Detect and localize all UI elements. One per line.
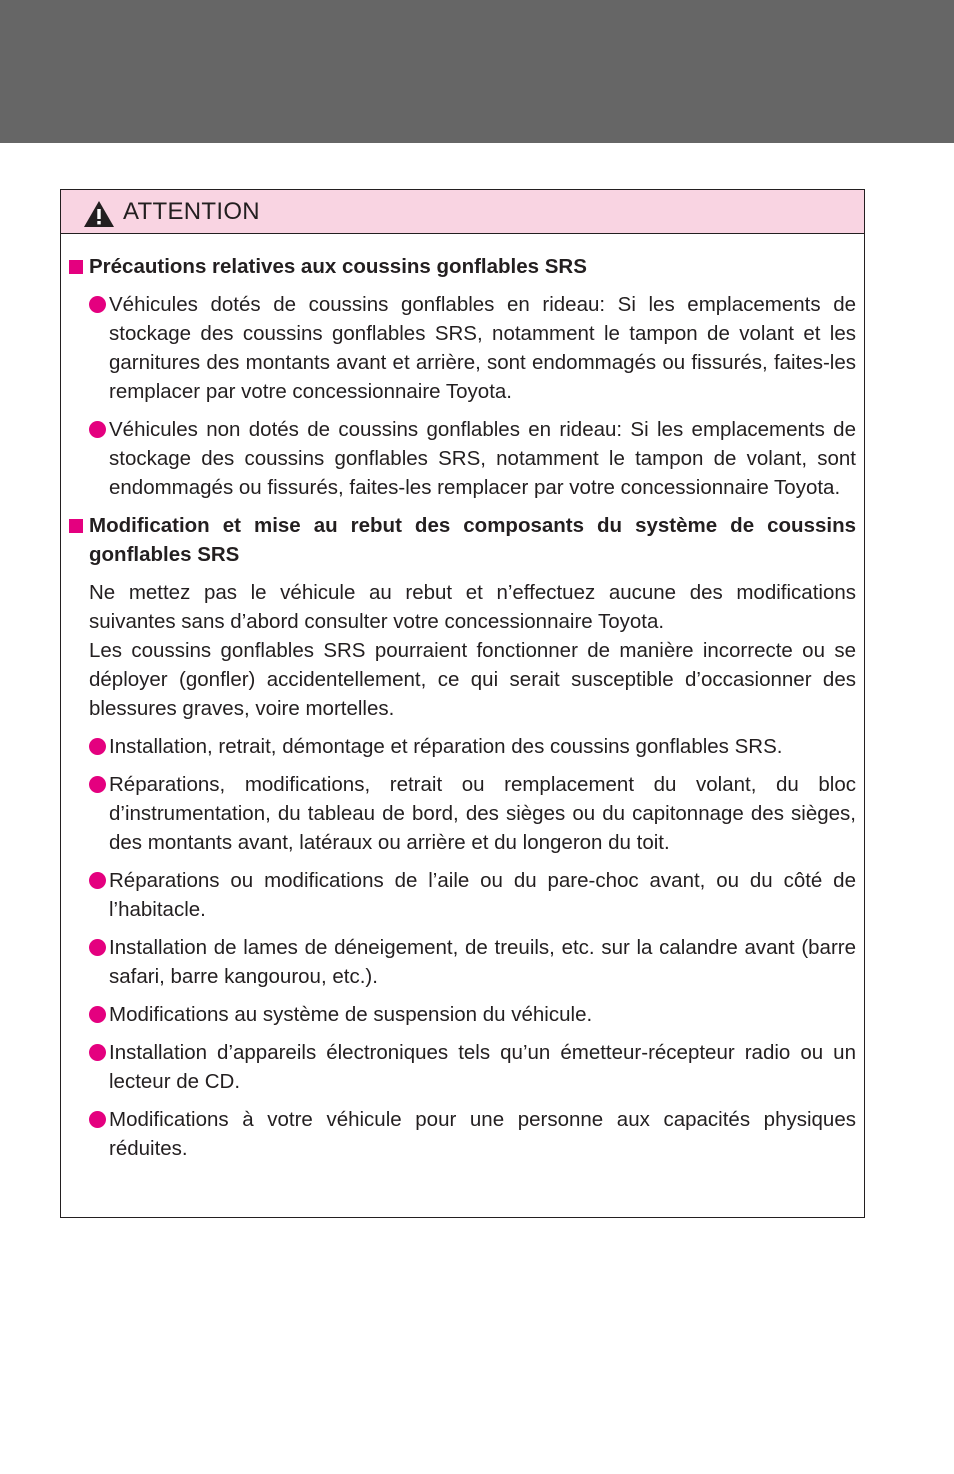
warning-triangle-icon	[83, 200, 115, 228]
circle-bullet-icon	[89, 738, 106, 755]
list-item: Installation d’appareils électroniques tels qu’un émetteur-récepteur radio ou un lecteur de CD.	[69, 1038, 856, 1096]
square-bullet-icon	[69, 260, 83, 274]
circle-bullet-icon	[89, 296, 106, 313]
circle-bullet-icon	[89, 1044, 106, 1061]
list-item: Véhicules dotés de coussins gonflables en rideau: Si les emplacements de stockage des coussins gonflables SRS, notamment le tampon de volant et les garnitures des montants avant et arrière, sont endommagés ou fissurés, faites-les remplacer par votre concessionnaire Toyota.	[69, 290, 856, 406]
list-item: Véhicules non dotés de coussins gonflables en rideau: Si les emplacements de stockage des coussins gonflables SRS, notamment le tampon de volant, sont endommagés ou fissurés, faites-les remplacer par votre concessionnaire Toyota.	[69, 415, 856, 502]
attention-header	[61, 190, 864, 234]
list-item: Installation de lames de déneigement, de treuils, etc. sur la calandre avant (barre safari, barre kangourou, etc.).	[69, 933, 856, 991]
circle-bullet-icon	[89, 1006, 106, 1023]
top-header-bar	[0, 0, 954, 143]
list-item: Réparations, modifications, retrait ou remplacement du volant, du bloc d’instrumentation, du tableau de bord, des sièges ou du capitonnage des sièges, des montants avant, latéraux ou arrière et du longeron du toit.	[69, 770, 856, 857]
circle-bullet-icon	[89, 421, 106, 438]
paragraph: Ne mettez pas le véhicule au rebut et n’effectuez aucune des modifications suivantes sans d’abord consulter votre concessionnaire Toyota.	[89, 581, 856, 633]
attention-content	[61, 234, 864, 1163]
circle-bullet-icon	[89, 872, 106, 889]
circle-bullet-icon	[89, 1111, 106, 1128]
circle-bullet-icon	[89, 939, 106, 956]
section-title-modification: Modification et mise au rebut des composants du système de coussins gonflables SRS	[69, 511, 856, 569]
attention-title: ATTENTION	[123, 198, 260, 225]
circle-bullet-icon	[89, 776, 106, 793]
paragraph: Les coussins gonflables SRS pourraient fonctionner de manière incorrecte ou se déployer (gonfler) accidentellement, ce qui serait susceptible d’occasionner des blessures graves, voire mortelles.	[89, 639, 856, 720]
section-title-precautions: Précautions relatives aux coussins gonflables SRS	[69, 252, 856, 281]
list-item: Modifications au système de suspension du véhicule.	[69, 1000, 856, 1029]
attention-box	[60, 189, 865, 1218]
square-bullet-icon	[69, 519, 83, 533]
list-item: Réparations ou modifications de l’aile ou du pare-choc avant, ou du côté de l’habitacle.	[69, 866, 856, 924]
list-item: Modifications à votre véhicule pour une personne aux capacités physiques réduites.	[69, 1105, 856, 1163]
list-item: Installation, retrait, démontage et réparation des coussins gonflables SRS.	[69, 732, 856, 761]
